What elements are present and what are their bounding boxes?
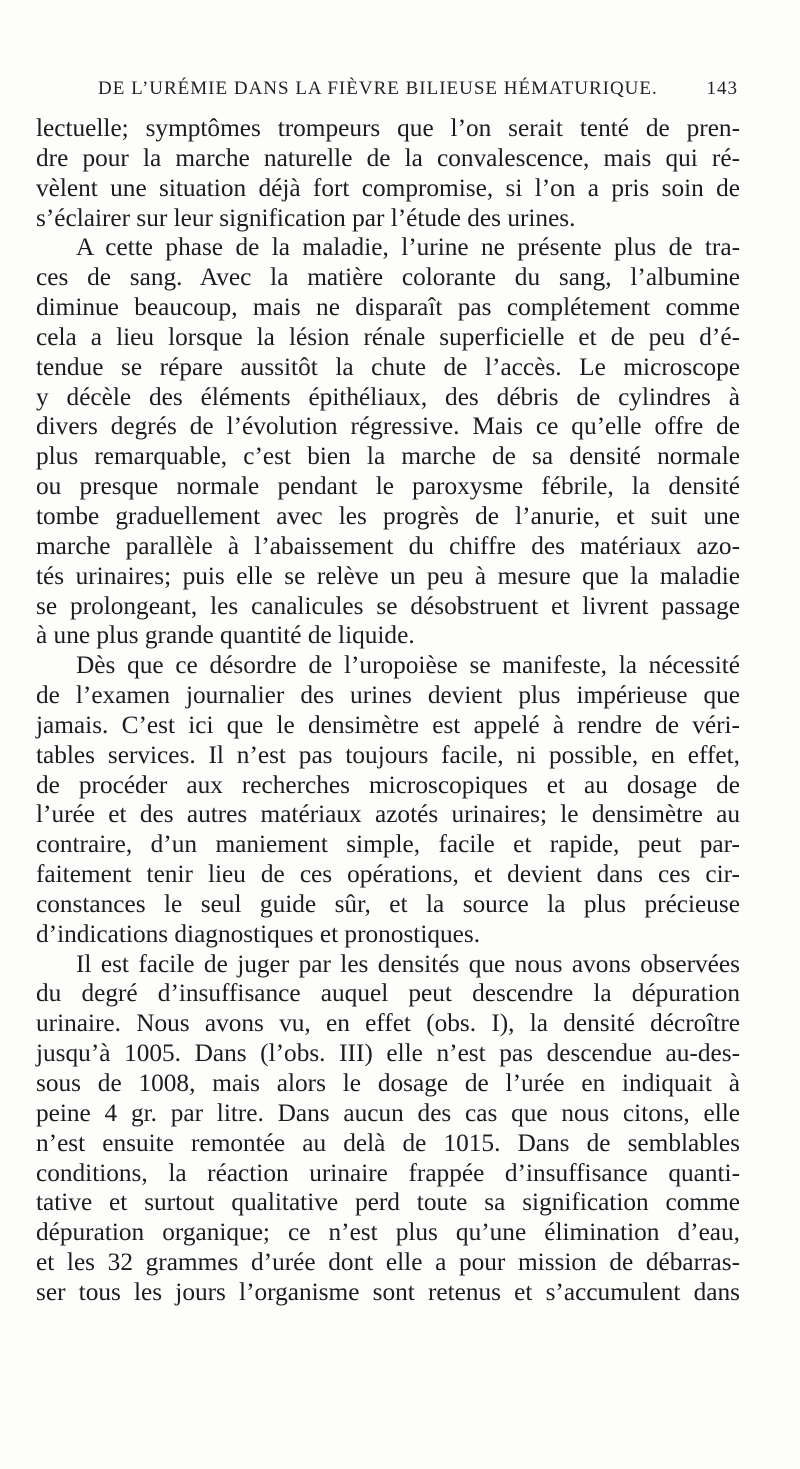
text-line: tombe graduellement avec les progrès de l’anurie, et suit une <box>36 501 740 530</box>
body-text <box>36 114 740 1308</box>
text-line: Il est facile de juger par les densités que nous avons observées <box>76 949 740 978</box>
text-line: lectuelle; symptômes trompeurs que l’on serait tenté de pren- <box>36 114 740 142</box>
text-line: à une plus grande quantité de liquide. <box>36 621 415 650</box>
text-line: jamais. C’est ici que le densimètre est appelé à rendre de véri- <box>36 710 740 739</box>
text-line: tative et surtout qualitative perd toute sa signification comme <box>36 1188 740 1217</box>
text-line: jusqu’à 1005. Dans (l’obs. III) elle n’est pas descendue au-des- <box>36 1039 740 1068</box>
page-number: 143 <box>706 78 738 99</box>
text-line: de procéder aux recherches microscopiques et au dosage de <box>36 770 740 799</box>
text-line: tables services. Il n’est pas toujours facile, ni possible, en effet, <box>36 740 740 769</box>
text-line: A cette phase de la maladie, l’urine ne présente plus de tra- <box>76 233 740 262</box>
text-line: s’éclairer sur leur signification par l’étude des urines. <box>36 203 576 232</box>
text-line: vèlent une situation déjà fort compromise, si l’on a pris soin de <box>36 173 740 202</box>
text-line: l’urée et des autres matériaux azotés urinaires; le densimètre au <box>36 800 740 829</box>
text-line: dre pour la marche naturelle de la convalescence, mais qui ré- <box>36 143 740 172</box>
text-line: faitement tenir lieu de ces opérations, et devient dans ces cir- <box>36 860 740 889</box>
text-line: tendue se répare aussitôt la chute de l’accès. Le microscope <box>36 352 740 381</box>
text-line: se prolongeant, les canalicules se désobstruent et livrent passage <box>36 591 740 620</box>
text-line: contraire, d’un maniement simple, facile et rapide, peut par- <box>36 830 740 859</box>
text-line: divers degrés de l’évolution régressive. Mais ce qu’elle offre de <box>36 412 740 441</box>
paragraph-3 <box>36 651 740 949</box>
text-line: sous de 1008, mais alors le dosage de l’urée en indiquait à <box>36 1069 740 1097</box>
text-line: y décèle des éléments épithéliaux, des débris de cylindres à <box>36 382 740 411</box>
text-line: diminue beaucoup, mais ne disparaît pas complétement comme <box>36 293 740 322</box>
text-line: et les 32 grammes d’urée dont elle a pour mission de débarras- <box>36 1248 740 1277</box>
text-line: ser tous les jours l’organisme sont retenus et s’accumulent dans <box>36 1277 740 1306</box>
running-head <box>98 74 738 104</box>
text-line: tés urinaires; puis elle se relève un peu à mesure que la maladie <box>36 561 740 590</box>
text-line: cela a lieu lorsque la lésion rénale superficielle et de peu d’é- <box>36 322 740 351</box>
text-line: Dès que ce désordre de l’uropoièse se manifeste, la nécessité <box>76 651 740 680</box>
paragraph-4 <box>36 950 740 1308</box>
text-line: ou presque normale pendant le paroxysme fébrile, la densité <box>36 472 740 501</box>
text-line: du degré d’insuffisance auquel peut descendre la dépuration <box>36 979 740 1008</box>
text-line: conditions, la réaction urinaire frappée d’insuffisance quanti- <box>36 1158 740 1187</box>
text-line: d’indications diagnostiques et pronostiques. <box>36 919 481 948</box>
text-line: de l’examen journalier des urines devient plus impérieuse que <box>36 681 740 710</box>
text-line: ces de sang. Avec la matière colorante du sang, l’albumine <box>36 263 740 292</box>
text-line: plus remarquable, c’est bien la marche de sa densité normale <box>36 442 740 471</box>
text-line: urinaire. Nous avons vu, en effet (obs. I), la densité décroître <box>36 1009 740 1038</box>
text-line: n’est ensuite remontée au delà de 1015. Dans de semblables <box>36 1128 740 1157</box>
text-line: constances le seul guide sûr, et la source la plus précieuse <box>36 889 740 918</box>
text-line: dépuration organique; ce n’est plus qu’une élimination d’eau, <box>36 1218 740 1247</box>
paragraph-2 <box>36 233 740 651</box>
running-title: DE L’URÉMIE DANS LA FIÈVRE BILIEUSE HÉMATURIQUE. <box>98 78 658 99</box>
text-line: peine 4 gr. par litre. Dans aucun des cas que nous citons, elle <box>36 1098 740 1127</box>
paragraph-1 <box>36 114 740 233</box>
text-line: marche parallèle à l’abaissement du chiffre des matériaux azo- <box>36 531 740 560</box>
